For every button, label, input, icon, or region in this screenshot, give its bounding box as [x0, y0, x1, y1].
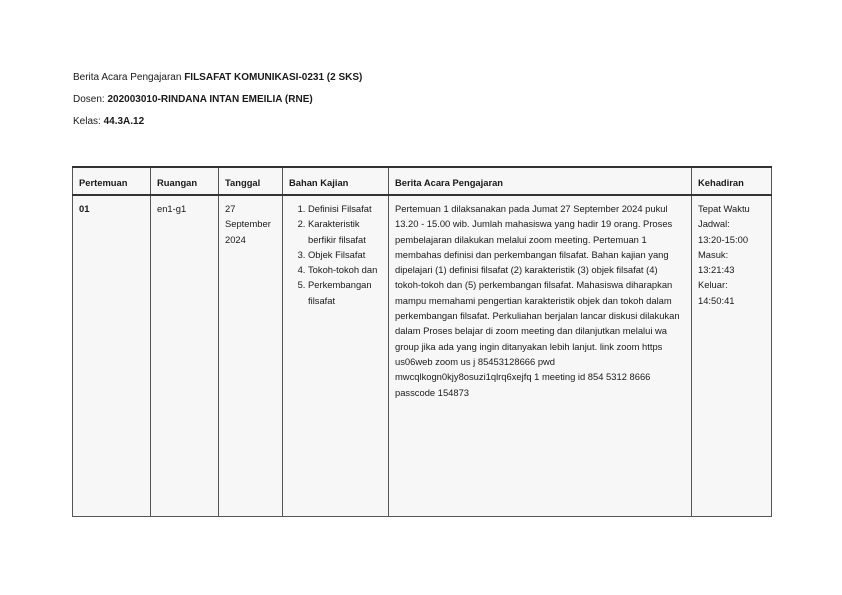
- room-cell: en1-g1: [151, 195, 219, 517]
- column-header-room: Ruangan: [151, 167, 219, 195]
- topic-item: 1. Definisi Filsafat: [308, 201, 382, 216]
- column-header-attendance: Kehadiran: [692, 167, 772, 195]
- report-cell: Pertemuan 1 dilaksanakan pada Jumat 27 September 2024 pukul 13.20 - 15.00 wib. Jumlah mahasiswa yang hadir 19 orang. Proses pembelajaran dilakukan melalui zoom meeting. Pertemuan 1 membahas definisi dan perkembangan filsafat. Bahan kajian yang dipelajari (1) definisi filsafat (2) karakteristik (3) objek filsafat (4) tokoh-tokoh dan (5) perkembangan filsafat. Mahasiswa diharapkan mampu memahami pengertian karakteristik objek dan tokoh dalam perkembangan filsafat. Perkuliahan berjalan lancar diskusi dilakukan dalam Proses belajar di zoom meeting dan dilanjutkan melalui wa group jika ada yang ingin ditanyakan lebih lanjut. link zoom https us06web zoom us j 85453128666 pwd mwcqlkogn0kjy8osuzi1qlrq6xejfq 1 meeting id 854 5312 8666 passcode 154873: [389, 195, 692, 517]
- column-header-meeting: Pertemuan: [73, 167, 151, 195]
- meeting-number: 01: [79, 203, 90, 214]
- course-prefix: Berita Acara Pengajaran: [73, 72, 182, 83]
- topic-item: 4. Tokoh-tokoh dan: [308, 262, 382, 277]
- check-in-value: 13:21:43: [698, 264, 735, 276]
- schedule-value: 13:20-15:00: [698, 233, 749, 245]
- class-name: 44.3A.12: [103, 116, 145, 127]
- table-header-row: [73, 167, 772, 195]
- column-header-topics: Bahan Kajian: [283, 167, 389, 195]
- check-out-label: Keluar:: [698, 279, 728, 291]
- topics-cell: [283, 195, 389, 517]
- topic-item: 2. Karakteristik berfikir filsafat: [308, 216, 382, 247]
- date-cell: 27 September 2024: [219, 195, 283, 517]
- topic-item: 5. Perkembangan filsafat: [308, 277, 382, 308]
- document-header: [73, 71, 362, 137]
- topic-item: 3. Objek Filsafat: [308, 247, 382, 262]
- class-prefix: Kelas:: [73, 116, 101, 127]
- meeting-cell: [73, 195, 151, 517]
- attendance-status: Tepat Waktu: [698, 203, 750, 214]
- class-line: [73, 115, 362, 128]
- attendance-cell: [692, 195, 772, 517]
- lecturer-name: 202003010-RINDANA INTAN EMEILIA (RNE): [107, 94, 313, 105]
- column-header-report: Berita Acara Pengajaran: [389, 167, 692, 195]
- topics-list: [289, 201, 382, 308]
- course-name: FILSAFAT KOMUNIKASI-0231 (2 SKS): [184, 72, 363, 83]
- check-out-value: 14:50:41: [698, 294, 735, 306]
- lecturer-line: [73, 93, 362, 106]
- column-header-date: Tanggal: [219, 167, 283, 195]
- lecturer-prefix: Dosen:: [73, 94, 105, 105]
- teaching-report-table: [72, 166, 772, 517]
- table-row: [73, 195, 772, 517]
- course-line: [73, 71, 362, 84]
- schedule-label: Jadwal:: [698, 218, 730, 230]
- check-in-label: Masuk:: [698, 248, 729, 260]
